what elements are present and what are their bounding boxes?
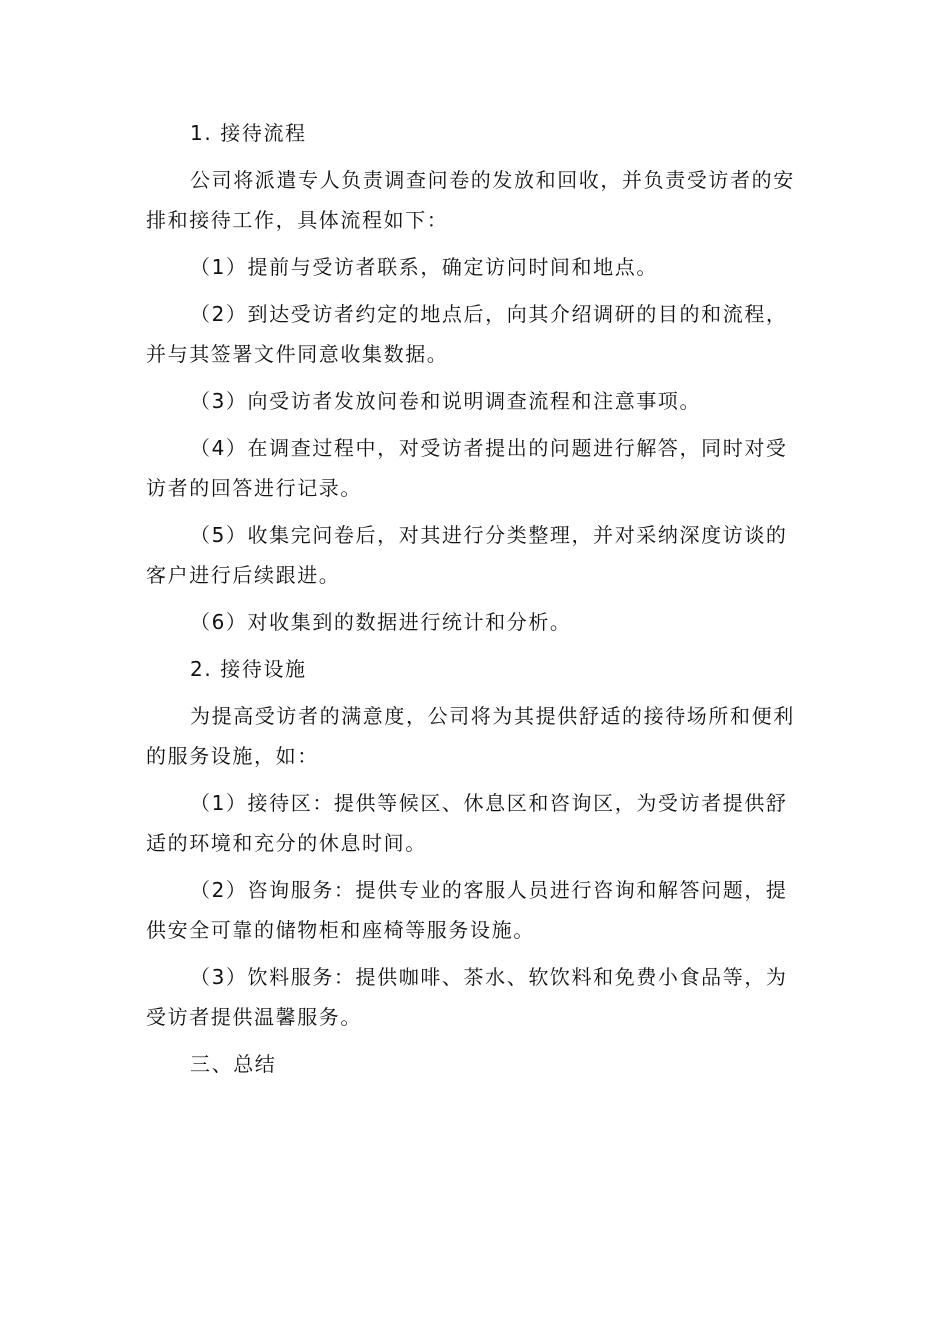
document-body [146, 113, 806, 1091]
list-item-facility-3: （3）饮料服务：提供咖啡、茶水、软饮料和免费小食品等，为受访者提供温馨服务。 [146, 965, 788, 1029]
heading-summary: 三、总结 [190, 1052, 277, 1076]
paragraph-facilities-intro: 为提高受访者的满意度，公司将为其提供舒适的接待场所和便利的服务设施，如： [146, 704, 795, 768]
list-item-process-1: （1）提前与受访者联系，确定访问时间和地点。 [190, 255, 658, 279]
heading-reception-process: 1. 接待流程 [190, 121, 307, 145]
paragraph-process-intro: 公司将派遣专人负责调查问卷的发放和回收，并负责受访者的安排和接待工作，具体流程如下： [146, 168, 795, 232]
list-item-process-3: （3）向受访者发放问卷和说明调查流程和注意事项。 [190, 389, 702, 413]
list-item-facility-1: （1）接待区：提供等候区、休息区和咨询区，为受访者提供舒适的环境和充分的休息时间。 [146, 791, 788, 855]
list-item-process-4: （4）在调查过程中，对受访者提出的问题进行解答，同时对受访者的回答进行记录。 [146, 436, 788, 500]
heading-reception-facilities: 2. 接待设施 [190, 657, 307, 681]
list-item-process-5: （5）收集完问卷后，对其进行分类整理，并对采纳深度访谈的客户进行后续跟进。 [146, 523, 788, 587]
list-item-process-2: （2）到达受访者约定的地点后，向其介绍调研的目的和流程，并与其签署文件同意收集数据。 [146, 302, 788, 366]
list-item-facility-2: （2）咨询服务：提供专业的客服人员进行咨询和解答问题，提供安全可靠的储物柜和座椅等服务设施。 [146, 878, 788, 942]
list-item-process-6: （6）对收集到的数据进行统计和分析。 [190, 610, 572, 634]
